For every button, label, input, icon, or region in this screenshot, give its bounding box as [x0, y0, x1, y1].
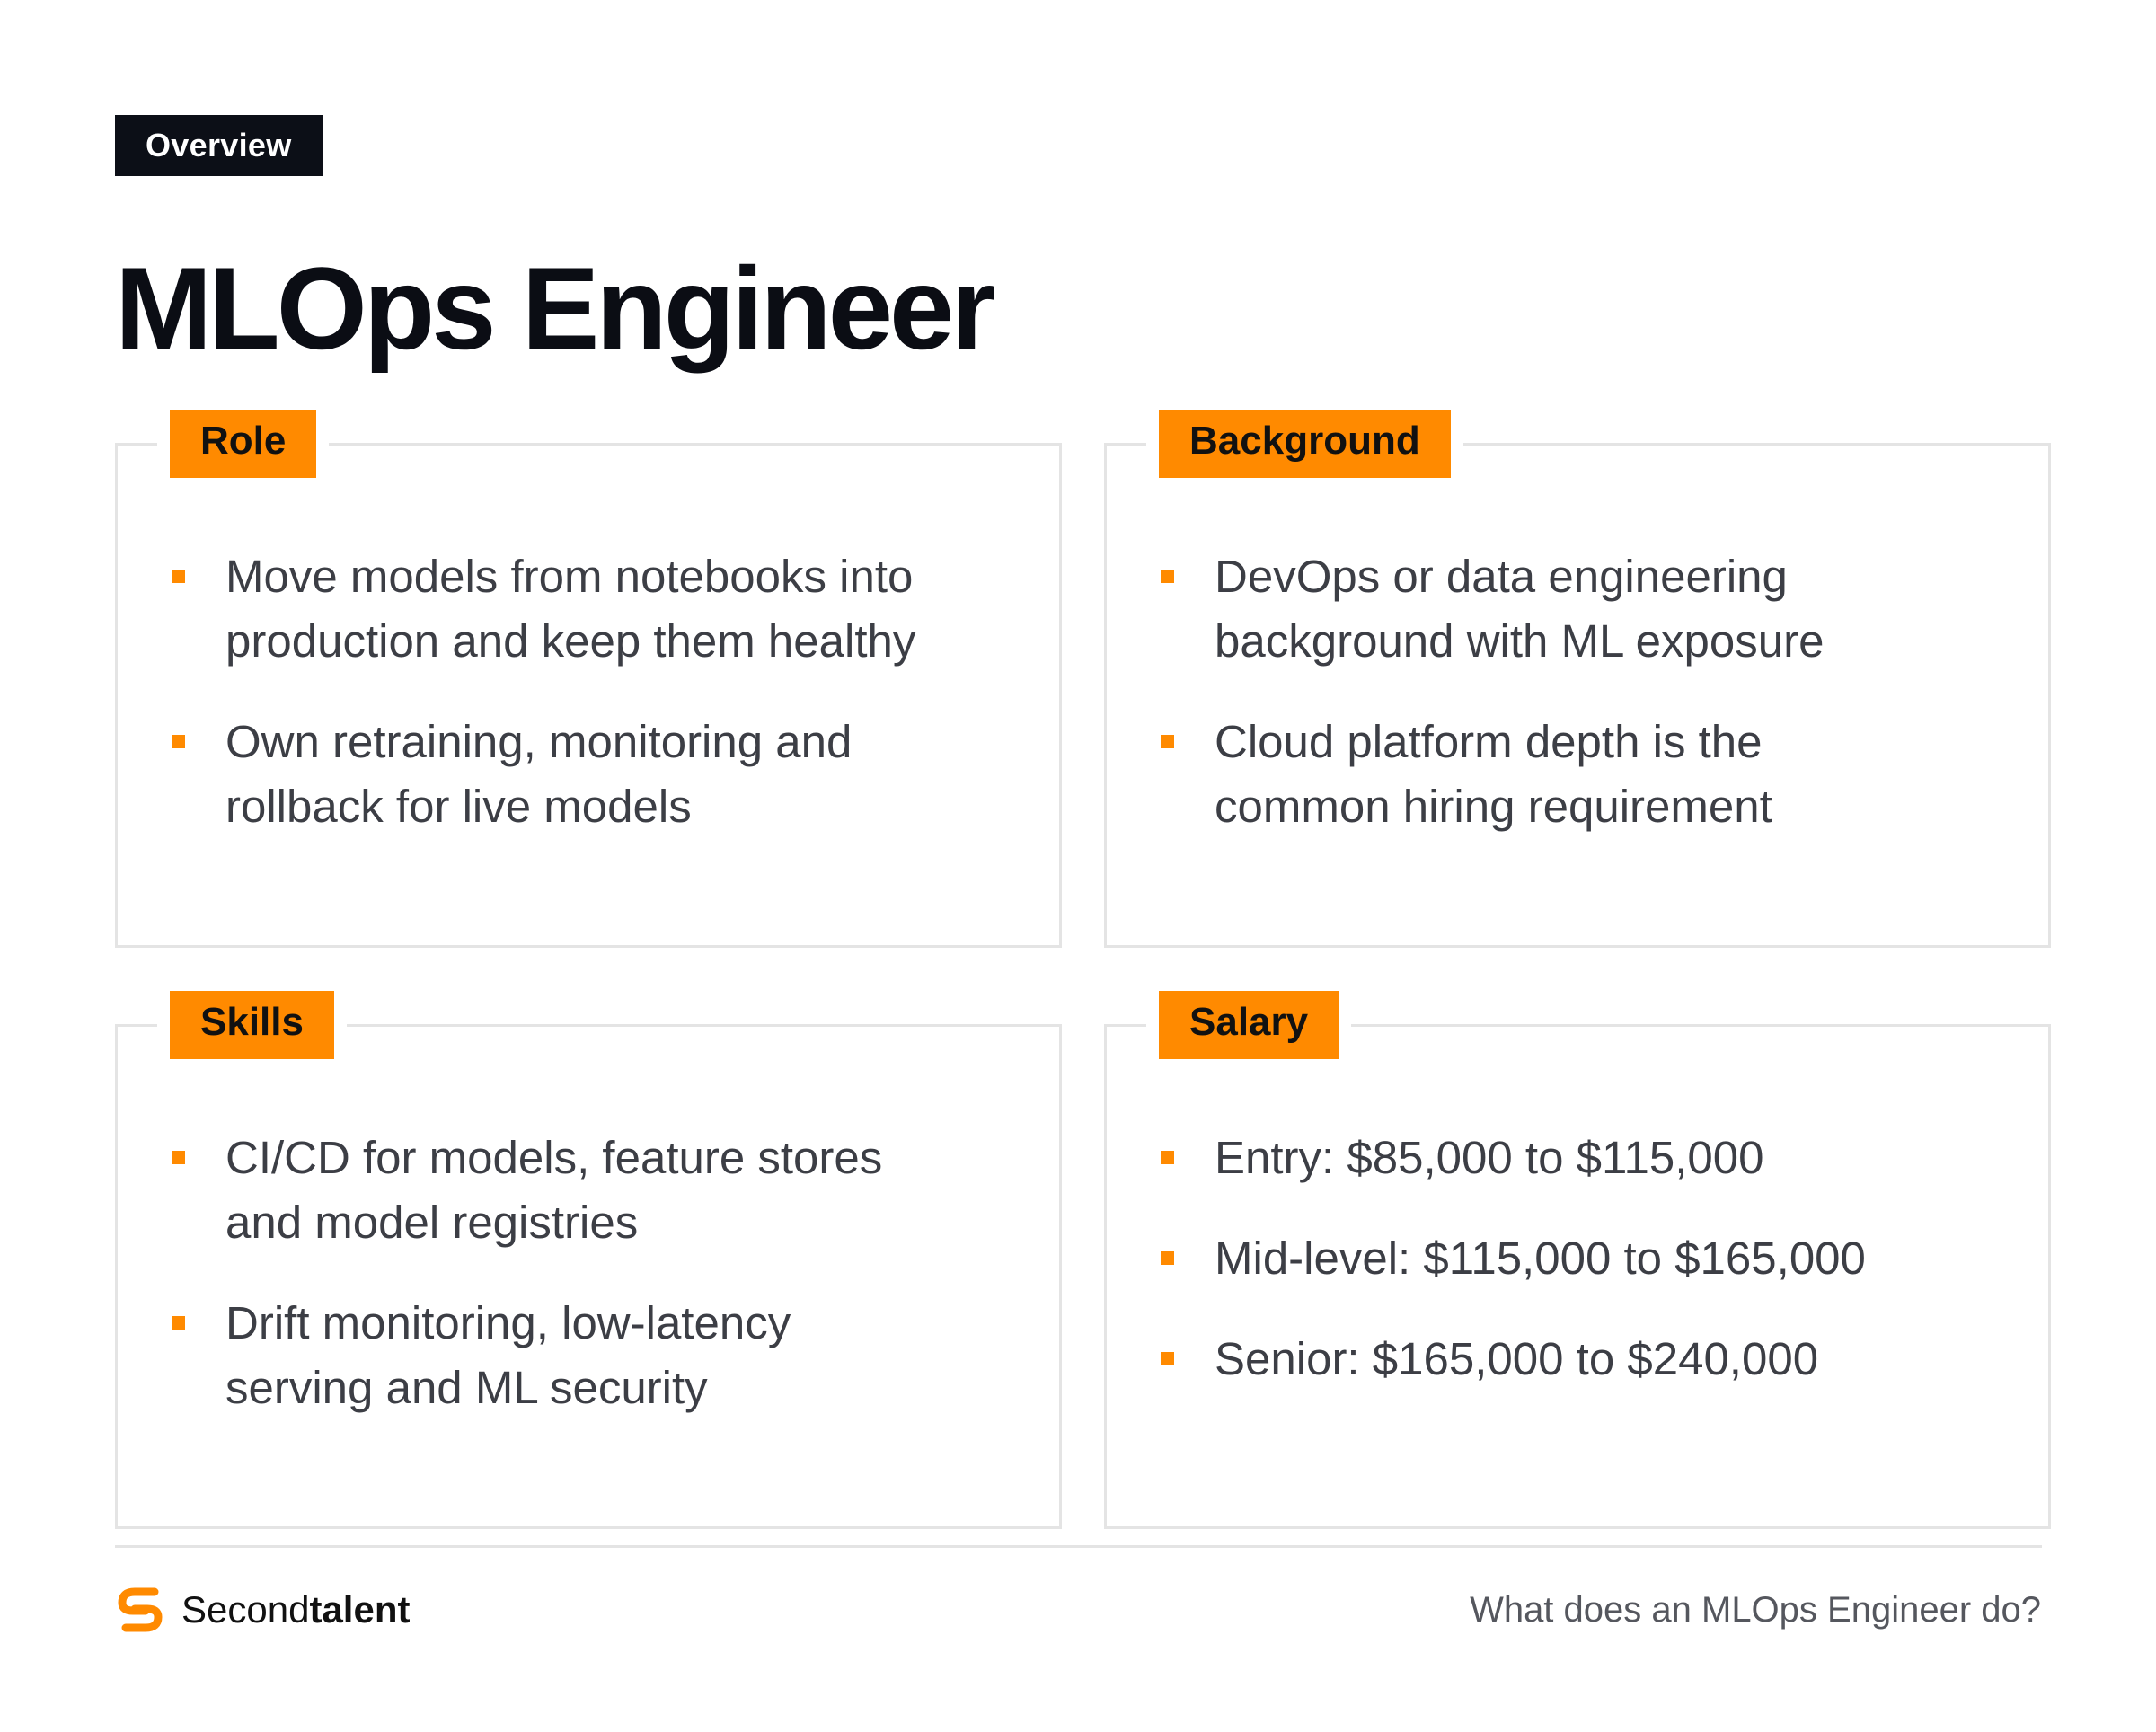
list-item-text: Own retraining, monitoring and rollback for live models	[225, 716, 853, 832]
footer-caption: What does an MLOps Engineer do?	[1470, 1590, 2041, 1630]
bullet-square-icon	[172, 735, 185, 748]
brand-name-bold: talent	[309, 1588, 411, 1630]
bullet-square-icon	[1161, 1352, 1174, 1365]
role-label: Role	[170, 410, 316, 478]
background-label: Background	[1159, 410, 1451, 478]
list-item	[1159, 544, 1897, 674]
list-item	[1159, 710, 1897, 839]
skills-card	[115, 1000, 1062, 1529]
skills-label: Skills	[170, 991, 334, 1059]
list-item	[170, 544, 980, 674]
list-item	[170, 1291, 908, 1420]
role-list	[170, 544, 1023, 875]
bullet-square-icon	[172, 570, 185, 583]
skills-list	[170, 1126, 1023, 1456]
list-item	[1159, 1327, 2012, 1392]
bullet-square-icon	[1161, 570, 1174, 583]
list-item	[170, 710, 980, 839]
list-item-text: Cloud platform depth is the common hiring requirement	[1215, 716, 1772, 832]
overview-badge: Overview	[115, 115, 323, 176]
list-item	[1159, 1126, 2012, 1190]
list-item-text: CI/CD for models, feature stores and model registries	[225, 1132, 883, 1248]
salary-card	[1104, 1000, 2051, 1529]
bullet-square-icon	[172, 1316, 185, 1330]
list-item-text: Mid-level: $115,000 to $165,000	[1215, 1233, 1866, 1284]
role-card	[115, 419, 1062, 948]
list-item-text: Senior: $165,000 to $240,000	[1215, 1333, 1819, 1384]
list-item	[1159, 1226, 2012, 1291]
background-card	[1104, 419, 2051, 948]
page-title: MLOps Engineer	[115, 243, 993, 374]
salary-list	[1159, 1126, 2012, 1427]
brand-logo	[115, 1583, 410, 1637]
bullet-square-icon	[1161, 1151, 1174, 1164]
list-item-text: Entry: $85,000 to $115,000	[1215, 1132, 1764, 1183]
brand-name	[181, 1588, 410, 1631]
secondtalent-logo-icon	[115, 1583, 165, 1637]
footer-divider	[115, 1545, 2042, 1548]
bullet-square-icon	[1161, 735, 1174, 748]
background-list	[1159, 544, 2012, 875]
brand-name-regular: Second	[181, 1588, 310, 1630]
salary-label: Salary	[1159, 991, 1339, 1059]
list-item-text: Drift monitoring, low-latency serving and ML security	[225, 1297, 791, 1413]
list-item-text: Move models from notebooks into production and keep them healthy	[225, 551, 916, 667]
list-item	[170, 1126, 908, 1255]
bullet-square-icon	[1161, 1251, 1174, 1265]
list-item-text: DevOps or data engineering background with ML exposure	[1215, 551, 1825, 667]
bullet-square-icon	[172, 1151, 185, 1164]
